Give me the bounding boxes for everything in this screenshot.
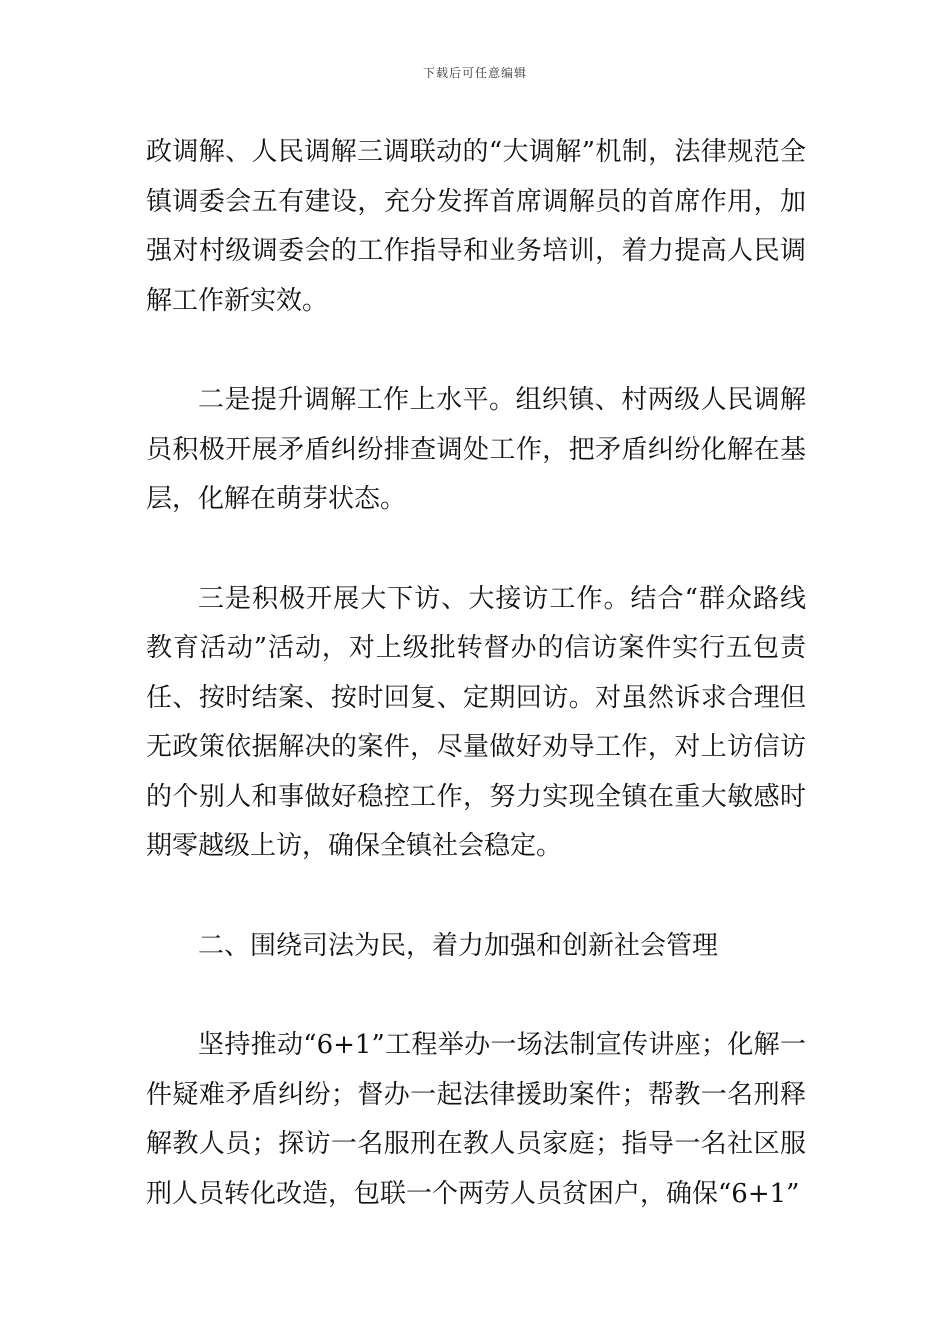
paragraph-mediation-level: 二是提升调解工作上水平。组织镇、村两级人民调解员积极开展矛盾纠纷排查调处工作，把矛盾纠纷化解在基层，化解在萌芽状态。 (146, 385, 806, 514)
paragraph-mediation-mechanism: 政调解、人民调解三调联动的“大调解”机制，法律规范全镇调委会五有建设，充分发挥首席调解员的首席作用，加强对村级调委会的工作指导和业务培训，着力提高人民调解工作新实效。 (146, 137, 806, 316)
document-body (146, 128, 806, 1219)
paragraph-petition-work: 三是积极开展大下访、大接访工作。结合“群众路线教育活动”活动，对上级批转督办的信访案件实行五包责任、按时结案、按时回复、定期回访。对虽然诉求合理但无政策依据解决的案件，尽量做好劝导工作，对上访信访的个别人和事做好稳控工作，努力实现全镇在重大敏感时期零越级上访，确保全镇社会稳定。 (146, 583, 806, 861)
section-heading-judicial: 二、围绕司法为民，着力加强和创新社会管理 (198, 930, 719, 961)
paragraph-six-plus-one: 坚持推动“6+1”工程举办一场法制宣传讲座；化解一件疑难矛盾纠纷；督办一起法律援助案件；帮教一名刑释解教人员；探访一名服刑在教人员家庭；指导一名社区服刑人员转化改造，包联一个两劳人员贫困户，确保“6+1” (146, 1030, 806, 1209)
page-header-note: 下载后可任意编辑 (422, 66, 527, 80)
